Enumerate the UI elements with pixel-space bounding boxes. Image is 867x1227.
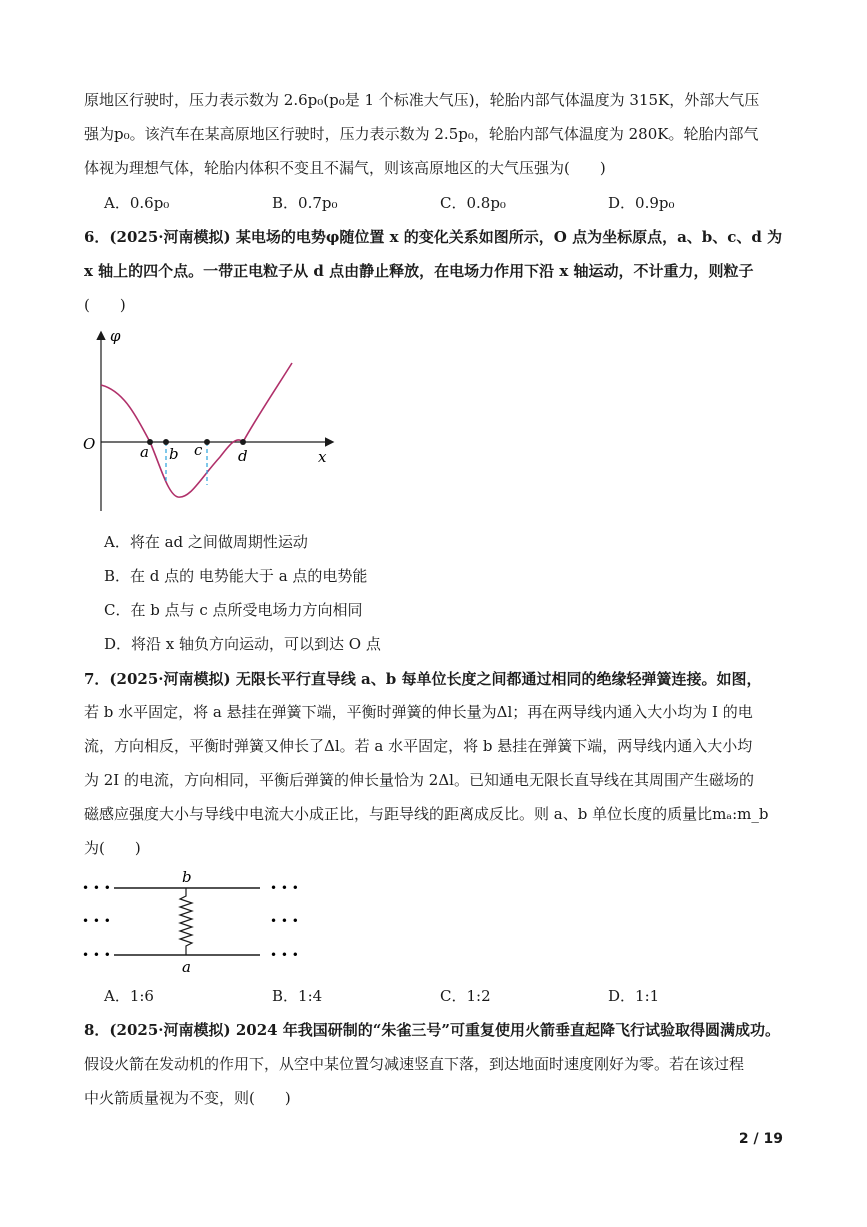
q8-line-2: 假设火箭在发动机的作用下，从空中某位置匀减速竖直下落，到达地面时速度刚好为零。若在该过程 xyxy=(84,1055,745,1073)
q6-line-2: x 轴上的四个点。一带正电粒子从 d 点由静止释放，在电场力作用下沿 x 轴运动，不计重力，则粒子 xyxy=(84,262,754,280)
label-b: b xyxy=(169,445,179,463)
q7-line-1: 7．(2025·河南模拟) 无限长平行直导线 a、b 每单位长度之间都通过相同的绝缘轻弹簧连接。如图， xyxy=(84,670,762,688)
label-d: d xyxy=(238,447,248,465)
dots-right-2: • • • xyxy=(270,914,299,928)
q5-option-b: B．0.7p₀ xyxy=(272,194,338,212)
potential-curve xyxy=(101,363,292,497)
q7-line-4: 为 2I 的电流，方向相同，平衡后弹簧的伸长量恰为 2Δl。已知通电无限长直导线在其周围产生磁场的 xyxy=(84,771,754,789)
q5-line-3: 体视为理想气体，轮胎内体积不变且不漏气，则该高原地区的大气压强为( ) xyxy=(84,159,606,177)
dots-right-1: • • • xyxy=(270,881,299,895)
q5-line-1: 原地区行驶时，压力表示数为 2.6p₀(p₀是 1 个标准大气压)，轮胎内部气体温度为 315K，外部大气压 xyxy=(84,91,760,109)
q6-line-1: 6．(2025·河南模拟) 某电场的电势φ随位置 x 的变化关系如图所示，O 点为坐标原点，a、b、c、d 为 xyxy=(84,228,783,246)
q6-option-d: D．将沿 x 轴负方向运动，可以到达 O 点 xyxy=(104,635,381,653)
page-number: 2 / 19 xyxy=(738,1131,783,1147)
origin-label: O xyxy=(83,435,96,453)
x-axis-label: x xyxy=(318,448,327,466)
q7-option-c: C．1:2 xyxy=(440,987,491,1005)
potential-graph xyxy=(80,325,340,520)
dots-right-3: • • • xyxy=(270,948,299,962)
q5-line-2: 强为p₀。该汽车在某高原地区行驶时，压力表示数为 2.5p₀，轮胎内部气体温度为 280K。轮胎内部气 xyxy=(84,125,759,143)
point-c xyxy=(204,439,210,445)
q6-option-b: B．在 d 点的 电势能大于 a 点的电势能 xyxy=(104,567,368,585)
q7-line-5: 磁感应强度大小与导线中电流大小成正比，与距导线的距离成反比。则 a、b 单位长度的质量比mₐ:m_b xyxy=(84,805,769,823)
spring-icon xyxy=(180,888,192,955)
label-a: a xyxy=(140,443,149,461)
q6-option-c: C．在 b 点与 c 点所受电场力方向相同 xyxy=(104,601,363,619)
q7-line-3: 流，方向相反，平衡时弹簧又伸长了Δl。若 a 水平固定，将 b 悬挂在弹簧下端，两导线内通入大小均 xyxy=(84,737,753,755)
q5-option-c: C．0.8p₀ xyxy=(440,194,506,212)
q7-line-6: 为( ) xyxy=(84,839,141,857)
q7-option-d: D．1:1 xyxy=(608,987,660,1005)
dots-left-2: • • • xyxy=(82,914,111,928)
wire-spring-figure xyxy=(80,866,310,978)
q7-option-b: B．1:4 xyxy=(272,987,323,1005)
q5-option-d: D．0.9p₀ xyxy=(608,194,675,212)
q5-option-a: A．0.6p₀ xyxy=(104,194,170,212)
q7-line-2: 若 b 水平固定，将 a 悬挂在弹簧下端，平衡时弹簧的伸长量为Δl；再在两导线内通入大小均为 I 的电 xyxy=(84,703,753,721)
label-c: c xyxy=(194,441,203,459)
q6-line-3: ( ) xyxy=(84,296,126,314)
q6-option-a: A．将在 ad 之间做周期性运动 xyxy=(104,533,308,551)
wire-b-label: b xyxy=(182,868,192,886)
dots-left-1: • • • xyxy=(82,881,111,895)
q7-option-a: A．1:6 xyxy=(104,987,154,1005)
dots-left-3: • • • xyxy=(82,948,111,962)
point-d xyxy=(240,439,246,445)
q8-line-1: 8．(2025·河南模拟) 2024 年我国研制的“朱雀三号”可重复使用火箭垂直起降飞行试验取得圆满成功。 xyxy=(84,1021,781,1039)
y-axis-label: φ xyxy=(110,327,121,345)
q8-line-3: 中火箭质量视为不变，则( ) xyxy=(84,1089,291,1107)
wire-a-label: a xyxy=(182,958,191,976)
